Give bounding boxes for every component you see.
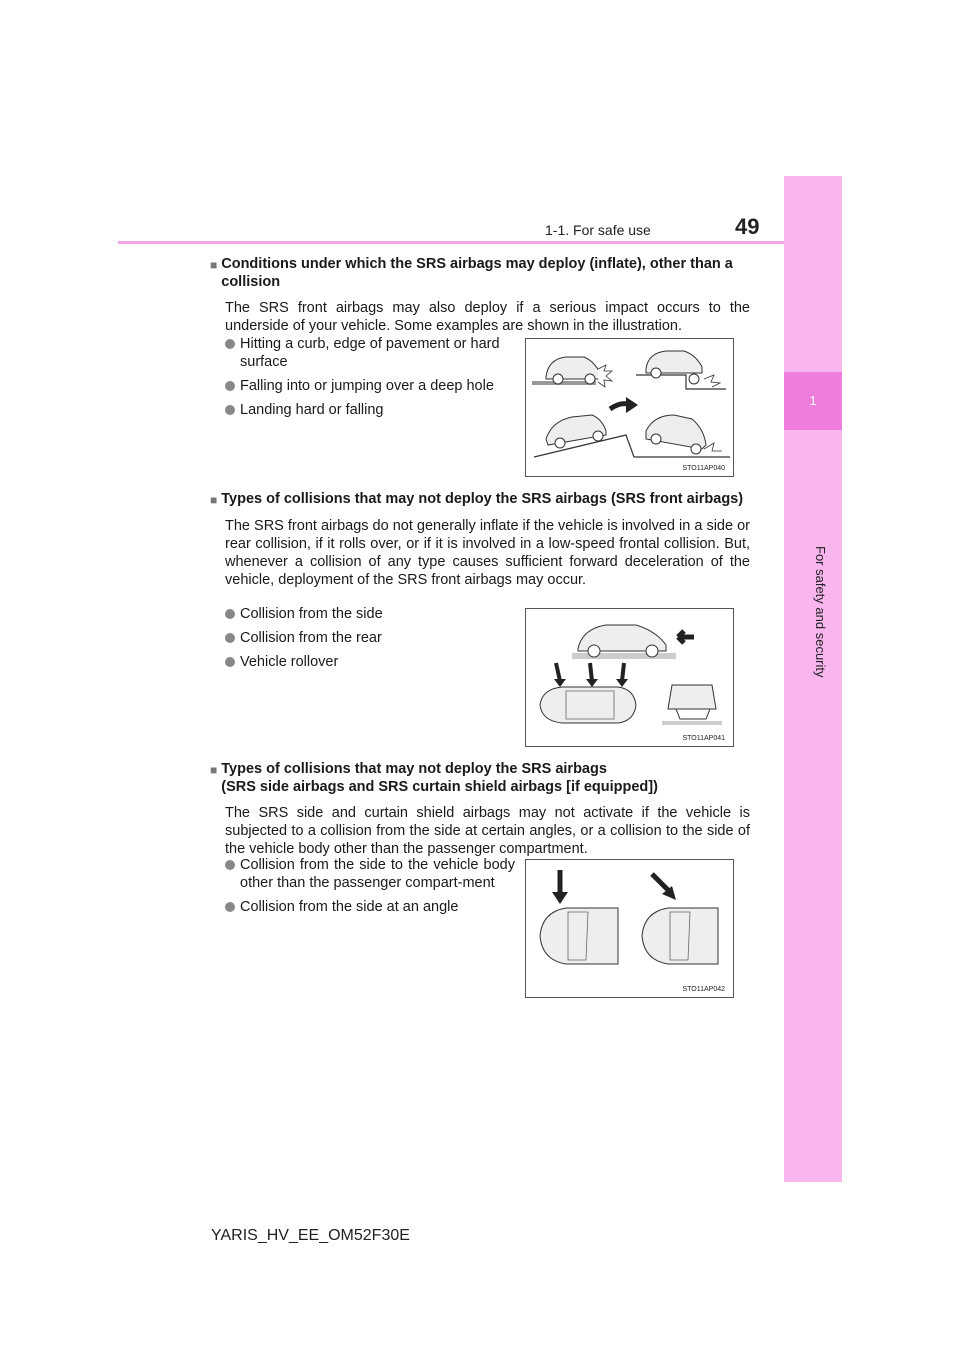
list-item: Collision from the side at an angle (225, 898, 515, 916)
heading-text: Types of collisions that may not deploy the SRS airbags (SRS front airbags) (221, 491, 744, 507)
bullet-list (225, 335, 515, 425)
list-item: Hitting a curb, edge of pavement or hard surface (225, 335, 515, 371)
section-front-airbag-collisions (210, 490, 750, 589)
figure-code: STO11AP041 (682, 735, 725, 742)
collision-types-illustration (526, 609, 733, 746)
section-deploy-conditions (210, 255, 750, 335)
page-number: 49 (735, 214, 760, 239)
illustration-front-airbag-collisions (525, 608, 734, 747)
model-code-footer: YARIS_HV_EE_OM52F30E (211, 1227, 410, 1244)
bullet-dot-icon (225, 405, 235, 415)
section-body: The SRS front airbags do not generally inflate if the vehicle is involved in a side or rear collision, if it rolls over, or if it is involved in a low-speed frontal collision. But, whenever a collision of any type causes sufficient forward deceleration of the vehicle, deployment of the SRS front airbags may occur. (225, 518, 750, 588)
square-bullet-icon: ■ (210, 763, 218, 777)
square-bullet-icon: ■ (210, 258, 218, 272)
section-heading (210, 255, 750, 291)
figure-code: STO11AP040 (682, 465, 725, 472)
chapter-number-box (784, 372, 842, 430)
section-body: The SRS side and curtain shield airbags may not activate if the vehicle is subjected to a collision from the side at certain angles, or a collision to the side of the vehicle body other than the passenger compartment. (225, 805, 750, 857)
section-title: 1-1. For safe use (545, 222, 651, 238)
car-impact-illustration (526, 339, 733, 476)
bullet-dot-icon (225, 633, 235, 643)
list-item: Collision from the side to the vehicle body other than the passenger compart-ment (225, 856, 515, 892)
side-collision-illustration (526, 860, 733, 997)
figure-code: STO11AP042 (682, 986, 725, 993)
illustration-deploy-conditions (525, 338, 734, 477)
section-heading (210, 760, 750, 796)
bullet-dot-icon (225, 860, 235, 870)
chapter-title: For safety and security (813, 546, 828, 678)
section-side-airbag-collisions (210, 760, 750, 858)
bullet-dot-icon (225, 902, 235, 912)
bullet-dot-icon (225, 381, 235, 391)
chapter-number: 1 (809, 393, 817, 408)
list-item: Collision from the side (225, 605, 515, 623)
section-body: The SRS front airbags may also deploy if a serious impact occurs to the underside of your vehicle. Some examples are shown in the illustration. (225, 300, 750, 334)
header-divider (118, 241, 784, 244)
bullet-dot-icon (225, 657, 235, 667)
chapter-side-tab (784, 176, 842, 1182)
bullet-dot-icon (225, 339, 235, 349)
square-bullet-icon: ■ (210, 493, 218, 507)
list-item: Landing hard or falling (225, 401, 515, 419)
illustration-side-airbag-collisions (525, 859, 734, 998)
bullet-dot-icon (225, 609, 235, 619)
heading-text: Types of collisions that may not deploy the SRS airbags (SRS side airbags and SRS curtain shield airbags [if equipped]) (221, 761, 658, 795)
bullet-list (225, 856, 515, 922)
list-item: Vehicle rollover (225, 653, 515, 671)
bullet-list (225, 605, 515, 677)
list-item: Falling into or jumping over a deep hole (225, 377, 515, 395)
heading-text: Conditions under which the SRS airbags may deploy (inflate), other than a collision (221, 256, 733, 290)
section-heading (210, 490, 750, 509)
list-item: Collision from the rear (225, 629, 515, 647)
